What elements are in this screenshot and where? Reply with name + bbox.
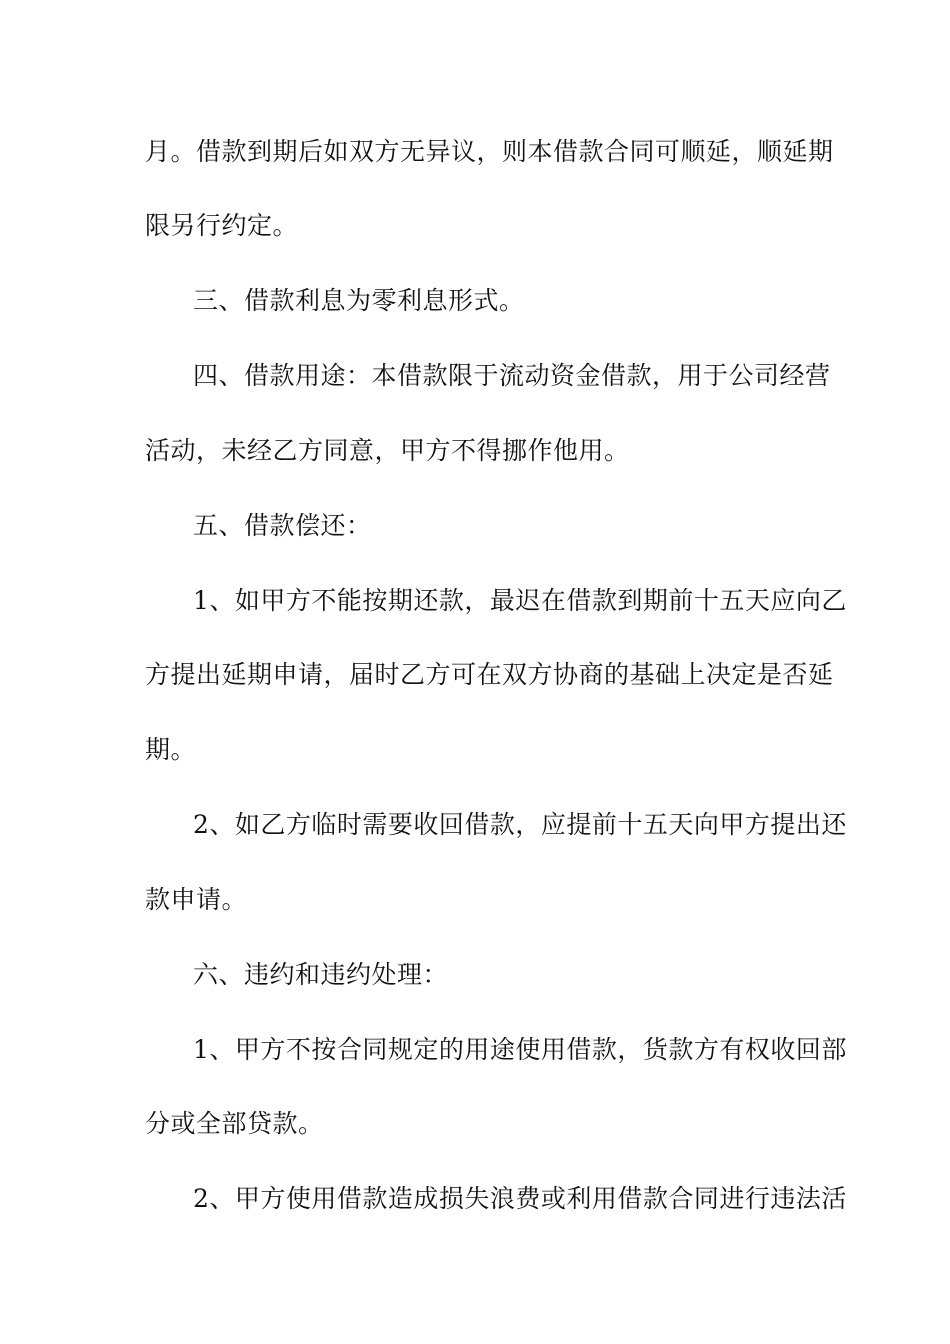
paragraph-line: 活动，未经乙方同意，甲方不得挪作他用。 [145, 436, 630, 465]
paragraph-line: 2、甲方使用借款造成损失浪费或利用借款合同进行违法活 [193, 1184, 847, 1213]
paragraph-line: 1、如甲方不能按期还款，最迟在借款到期前十五天应向乙 [193, 586, 847, 615]
paragraph-line: 四、借款用途：本借款限于流动资金借款，用于公司经营 [193, 361, 831, 390]
paragraph-line: 月。借款到期后如双方无异议，则本借款合同可顺延，顺延期 [145, 137, 834, 166]
paragraph-line: 方提出延期申请，届时乙方可在双方协商的基础上决定是否延 [145, 660, 834, 689]
paragraph-line: 期。 [145, 735, 197, 764]
paragraph-line: 2、如乙方临时需要收回借款，应提前十五天向甲方提出还 [193, 810, 847, 839]
paragraph-line: 分或全部贷款。 [145, 1109, 324, 1138]
section-heading: 三、借款利息为零利息形式。 [193, 286, 525, 315]
section-heading: 五、借款偿还： [193, 511, 372, 540]
section-heading: 六、违约和违约处理： [193, 960, 449, 989]
paragraph-line: 限另行约定。 [145, 211, 299, 240]
paragraph-line: 1、甲方不按合同规定的用途使用借款，货款方有权收回部 [193, 1035, 847, 1064]
paragraph-line: 款申请。 [145, 885, 248, 914]
